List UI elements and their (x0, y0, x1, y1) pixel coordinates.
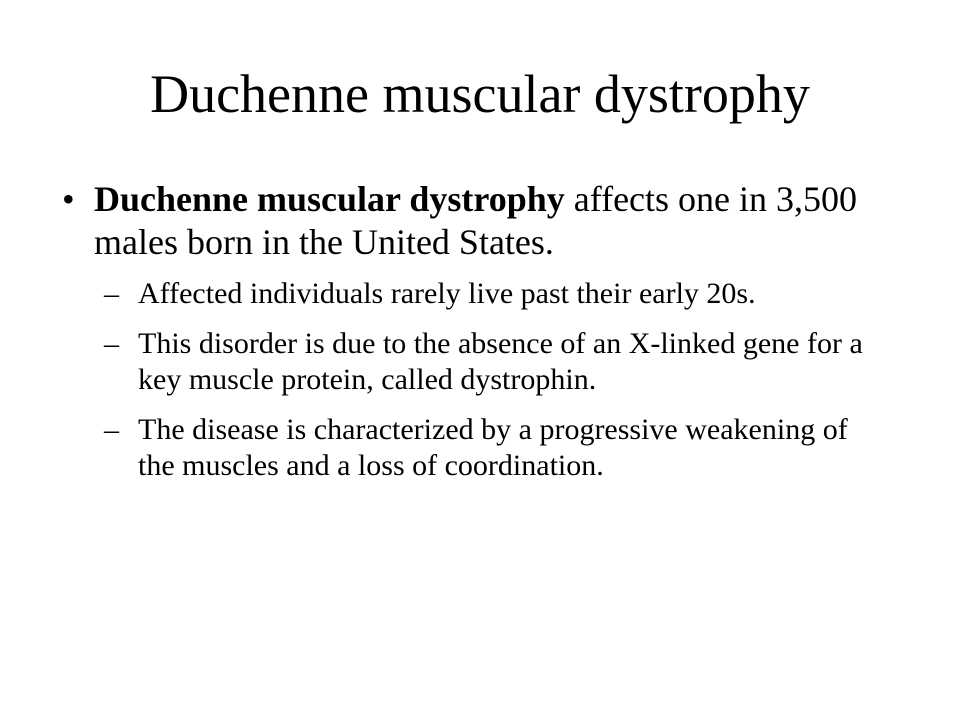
sub-bullet (62, 412, 882, 484)
sub-bullet-text: The disease is characterized by a progressive weakening of the muscles and a loss of coordination. (138, 413, 848, 482)
bullet-list (62, 178, 882, 498)
bullet-icon: • (62, 179, 75, 219)
dash-icon: – (104, 327, 119, 360)
main-bullet-text: affects one in 3,500 males born in the United States. (94, 179, 858, 262)
main-bullet-term: Duchenne muscular dystrophy (94, 179, 565, 219)
main-bullet (62, 178, 882, 264)
sub-bullet-text: Affected individuals rarely live past their early 20s. (138, 277, 756, 310)
slide-title: Duchenne muscular dystrophy (150, 64, 810, 124)
sub-bullet (62, 276, 882, 312)
sub-bullet-list (62, 276, 882, 484)
dash-icon: – (104, 277, 119, 310)
sub-bullet (62, 326, 882, 398)
dash-icon: – (104, 413, 119, 446)
sub-bullet-text: This disorder is due to the absence of an X-linked gene for a key muscle protein, called dystrophin. (138, 327, 863, 396)
